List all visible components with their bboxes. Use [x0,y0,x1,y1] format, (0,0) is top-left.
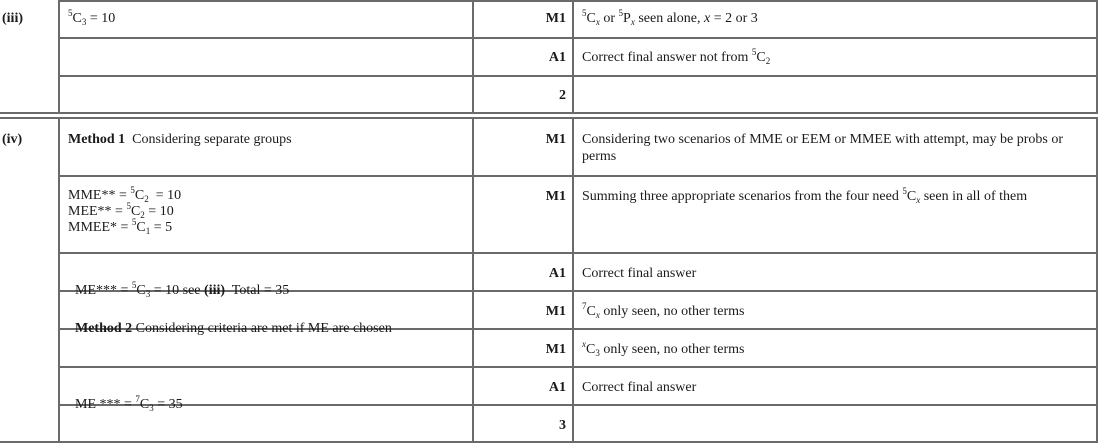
subscript: 2 [765,56,771,66]
rhs: = 5 [150,220,173,235]
base: C [136,283,146,298]
lhs: MEE** = [68,204,127,219]
text: seen alone, [634,11,705,26]
mark-iv-m1-2: M1 [545,189,566,204]
rule-top [58,0,1098,2]
rule-iv-2 [58,252,1098,254]
rest: = 10 [86,11,116,26]
text: or [599,11,619,26]
total-marks-iv: 3 [559,418,566,433]
col-rule-guidance-left-iv [572,117,574,442]
subscript: 3 [595,348,600,358]
text: seen in all of them [920,189,1028,204]
mark-iv-m2-1: M1 [545,304,566,319]
superscript: 5 [130,185,135,195]
lhs: MME** = [68,188,131,203]
rule-iv-5 [58,366,1098,368]
guidance-iii-row1 [582,10,758,27]
working-line-mme [68,185,182,204]
var: x [595,310,600,320]
lhs: MMEE* = [68,220,132,235]
text: Summing three appropriate scenarios from the four need [582,189,903,204]
subscript: 3 [145,289,151,299]
mark-iv-m1-3: A1 [548,266,566,281]
subscript: 1 [145,226,151,236]
subscript: 3 [149,403,154,413]
rule-iv-top [0,117,1098,119]
mid: = 10 see [150,283,205,298]
method2-heading [68,303,392,337]
base: C [72,11,82,26]
var: x [630,17,635,27]
base: C [586,342,596,357]
base: C [756,50,766,65]
method1-working [68,185,182,236]
mark-iv-m2-2: M1 [545,342,566,357]
mark-iii-row2: A1 [548,50,566,65]
col-rule-right [1096,0,1098,112]
rule-iii-1 [58,37,1098,39]
subscript: 2 [144,194,149,204]
superscript: 5 [131,280,137,290]
rhs: = 10 [148,188,182,203]
method-label: Method 1 [68,132,126,147]
rule-iii-bottom [0,112,1098,114]
superscript: 5 [618,8,624,18]
superscript: 5 [902,186,907,196]
base: C [130,204,141,219]
method1-total [68,265,289,299]
var: x [595,17,600,27]
rhs: = 10 [144,204,174,219]
superscript: 5 [131,217,137,227]
base: C [586,11,596,26]
working-line-mee [68,201,181,220]
base: C [134,188,145,203]
guidance-iv-m1-2 [582,188,1090,205]
method-description: Considering criteria are met if ME are chosen [132,321,392,336]
var: x [582,339,586,349]
var: x [916,195,921,205]
lhs: ME *** = [75,397,136,412]
text: only seen, no other terms [599,304,745,319]
question-label-iii: (iii) [2,11,23,26]
guidance-iv-m1-3: Correct final answer [582,266,697,281]
guidance-iv-m2-1 [582,303,744,320]
var: x [704,11,711,26]
col-rule-right-iv [1096,117,1098,442]
rule-iv-1 [58,175,1098,177]
guidance-iv-m2-3: Correct final answer [582,380,697,395]
total: Total = 35 [225,283,290,298]
guidance-iv-m1-1: Considering two scenarios of MME or EEM or MMEE with attempt, may be probs or perms [582,132,1063,164]
method-description: Considering separate groups [125,132,292,147]
superscript: 5 [582,8,587,18]
cross-reference: (iii) [204,283,226,298]
subscript: 3 [81,17,87,27]
method1-heading [68,131,292,148]
base: C [136,220,146,235]
mark-iv-m2-3: A1 [548,380,566,395]
mark-iv-m1-1: M1 [545,132,566,147]
superscript: 7 [135,394,140,404]
working-line-mmee [68,217,181,236]
method-label: Method 2 [75,321,133,336]
method2-answer [68,379,183,413]
total-marks-iii: 2 [559,88,566,103]
base: C [586,304,596,319]
base: C [139,397,150,412]
answer-iii-row1 [68,10,115,27]
lhs: ME*** = [75,283,132,298]
rule-iv-6 [58,404,1098,406]
superscript: 5 [126,201,131,211]
col-rule-answer-left-iv [58,117,60,442]
superscript: 5 [751,47,757,57]
rule-iii-2 [58,75,1098,77]
base: C [906,189,917,204]
rule-bottom [0,441,1098,443]
text: only seen, no other terms [599,342,745,357]
col-rule-answer-left [58,0,60,112]
rhs: = 35 [153,397,183,412]
col-rule-guidance-left [572,0,574,112]
text: Correct final answer not from [582,50,752,65]
guidance-iii-row2 [582,49,770,66]
question-label-iv: (iv) [2,132,23,147]
guidance-iv-m2-2 [582,341,744,358]
superscript: 5 [68,8,73,18]
text: = 2 or 3 [710,11,758,26]
base: P [623,11,631,26]
subscript: 2 [140,210,145,220]
mark-iii-row1: M1 [545,11,566,26]
superscript: 7 [582,301,587,311]
